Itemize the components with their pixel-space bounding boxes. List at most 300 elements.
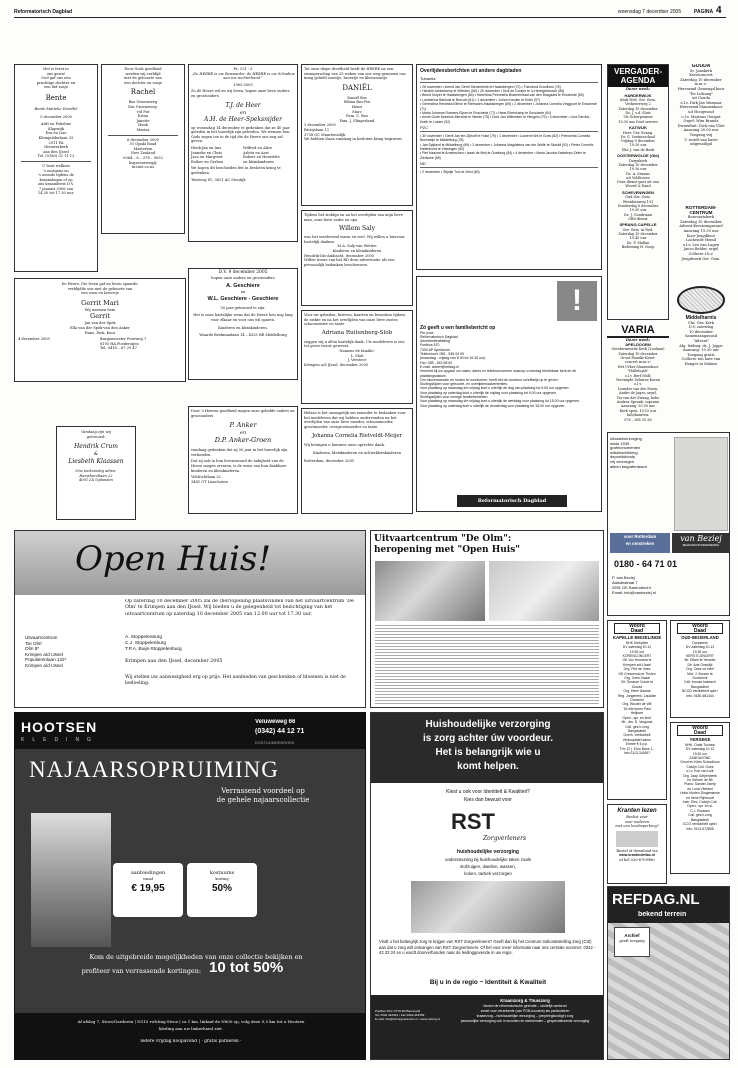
hootsen-badge1: aanbiedingen [130, 870, 166, 876]
hootsen-brand: HOOTSEN [21, 719, 98, 735]
yerseke-line-10: en Lona Vlieland [687, 786, 713, 791]
daniel-family-2: Henri [351, 104, 363, 109]
middelharnis-line-9: Honger in Malawi [684, 361, 718, 366]
woord-daad-oud-beijerland [670, 620, 730, 718]
header-page-number: 4 [716, 6, 722, 16]
geschiere-name2: W.L. Geschiere - Geschiere [207, 295, 279, 302]
daniel-family-5: Fam. C. Bos [346, 114, 368, 119]
yerseke-line-18: ICCO verdubbelt opbr.! [682, 822, 718, 827]
family-notice-line-23: Voor plaatsing op zaterdag kunt u uiterlijk de donderdag voor plaatsing tot 15.00 uur opgeven. [420, 403, 566, 408]
middelharnis-line-6: Aanvang: 19.30 uur [683, 348, 719, 353]
kapelle-line-25: Info 0113-342697 [623, 750, 651, 755]
varia-title: VARIA [607, 324, 669, 338]
kapelle-title: KAPELLE-BIEZELINGE [612, 635, 662, 641]
varia-line-10: Andre de Jager, orgel, [619, 391, 657, 396]
header-date: woensdag 7 december 2005 [618, 9, 682, 15]
anniversary-ad-de-heer [188, 64, 298, 242]
middelharnis-title: Middelharnis [685, 315, 717, 321]
bente-line-2: God gaf ons een [41, 76, 71, 81]
adriana-sign-0: Namens de familie: [339, 348, 375, 353]
hootsen-badge2-pct: 50% [211, 882, 232, 894]
saly-name: Willem Saly [339, 225, 375, 233]
digest-source-1: Tubantia [420, 77, 598, 83]
oudbeijerland-line-6: Org. Cees vd Heel [686, 667, 714, 672]
agenda-item-line-1-2: Vrijdag 9 december [621, 139, 655, 144]
adriana-intro: Voor uw gebeden, brieven, kaarten en bezoeken tijdens de ziekte en na het overlijden van onze lieve zuster, schoonzuster en tante [304, 313, 406, 327]
kranten-url[interactable]: www.krantindetlas.nl [619, 853, 655, 858]
olm-article-text [375, 625, 599, 705]
agenda-item-line-2-1: Zaterdag 10 december [618, 162, 658, 167]
varia-line-5: "Hallelujah" [627, 369, 649, 374]
crum-foot-2: 4001 LX Oplanden [79, 478, 113, 483]
beziej-line-10: alleen begrafenissen [610, 463, 647, 469]
agenda-item-line-2-6: Woord & Daad [625, 184, 651, 189]
birth-ad-bente [14, 64, 98, 272]
kapelle-line-19: Coll. gez.h.zorg [625, 724, 649, 729]
rst-h1: Huishoudelijke verzorging [425, 719, 551, 730]
rst-body: Vindt u het belangrijk zorg te krijgen van RST Zorgverleners? Geeft dan bij het Centrum Indicatiestelling Zorg (CIZ) aan dat u zorg wilt ontvangen van RST Zorgverleners. Of bel voor meer informatie naar ons centrale nummer: 0342 - 42 23 24 en u wordt doorverbonden naar de leidinggevende in uw regio. [379, 939, 596, 956]
oudbeijerland-line-3: KERSTCONCERT [685, 654, 714, 658]
heer-kid-right-3: en kleinkinderen [243, 159, 274, 164]
crum-line-1: getrouwd: [86, 434, 106, 439]
rachel-foot-1: 31 Opaki Road [129, 142, 157, 147]
van-beziej-ad [607, 432, 730, 616]
heer-intro: Zo de Heere wil en wij leven, hopen onze lieve ouders en grootouders [191, 89, 290, 98]
refdag-title[interactable]: REFDAG.NL [612, 891, 700, 908]
kapelle-line-0: NHK Kerkplein [625, 640, 649, 645]
digest-source-3: ND [420, 162, 598, 168]
rst-tag3: stofzuigen, dweilen, wassen, [460, 864, 516, 869]
anker-name2: D.P. Anker-Groen [214, 436, 272, 445]
rachel-parent-3: Erina [138, 114, 148, 119]
heer-body: op woensdag 14 december te gedenken dat ze 40 jaar geleden in het huwelijk zijn getreden. We wensen hen Gods zegen toe in de tijd die de Heere ons nog zal geven. [191, 125, 290, 144]
rietveldt-body: Wij betuigen u hiermee onze oprechte dank. [304, 443, 385, 448]
yerseke-line-9: Piano: Sander Zweip [684, 782, 716, 787]
rst-tag2: ondersteuning bij huishoudelijke taken zoals [445, 857, 531, 862]
gouda-line-6: uit Gouda [692, 96, 710, 101]
woord-daad-logo: Woord Daad [614, 623, 660, 634]
agenda-title-2: AGENDA [620, 76, 656, 85]
olm-interior-photo [489, 561, 599, 621]
mari-line-0: De Heere, Die leven gaf en leven spaarde, [61, 282, 139, 286]
varia-line-15: Info/kaarten: [626, 413, 650, 418]
digest-pzc-2: • Piet Haazart te Arnemuiden • Izaak de Meij te Oostburg (84) • 4 december • Maria Jacoba Kasteleyn-Zeiler te Zierikzee (89) [420, 151, 586, 160]
agenda-item-line-2-0: Dorpskerk [628, 158, 648, 163]
gouda-line-0: St. Janskerk [689, 68, 713, 73]
gouda-line-9: uit Hoogwoud [688, 109, 714, 114]
oudbeijerland-line-9: Cell: broose bakesch [684, 680, 716, 685]
agenda-item-line-3-1: Westduinweg 191 [622, 199, 654, 204]
agenda-item-heading-1: KATWIJK [629, 124, 647, 130]
adriana-body: zeggen wij u allen hartelijk dank. Uw medeleven is ons tot grote troost geweest. [304, 339, 405, 349]
kapelle-line-22: Verkooptafel aanw. [622, 737, 652, 742]
agenda-item-line-3-3: 19.30 uur [629, 208, 647, 213]
kapelle-line-10: Gouda [631, 684, 643, 689]
hootsen-headline: NAJAARSOPRUIMING [29, 757, 279, 782]
open-huis-left-7: Krimpen a/d IJssel [25, 662, 63, 668]
rst-photo [411, 881, 565, 933]
rst-foot-title: Kraamzorg & Thuiszorg [500, 999, 550, 1003]
kranten-sub2: voor ouderen [624, 819, 650, 824]
woord-daad-logo: Woord Daad [677, 623, 723, 634]
refdag-sub: bekend terrein [638, 911, 687, 918]
gouda-line-2: Zaterdag 10 december [680, 77, 722, 82]
adriana-name: Adriana Ruitenberg-Slob [321, 329, 393, 336]
rst-h3: Het is belangrijk wie u [435, 747, 541, 758]
olm-building-photo [375, 561, 485, 621]
paper-name: Reformatorisch Dagblad [14, 9, 73, 15]
yerseke-line-0: NHK, Oude Toonzal [685, 742, 715, 747]
beziej-photo [674, 437, 728, 531]
kranten-sub3: met een leesbeperking? [615, 824, 659, 829]
family-notice-line-22: Voor plaatsing op maandag t/m vrijdag kunt u uiterlijk de werkdag voor plaatsing tot 15.00 uur opgeven. [420, 399, 580, 404]
bente-foot-5: 7 januari 2006 van [38, 186, 74, 191]
yerseke-line-16: Coll. gez.h.zorg [688, 813, 712, 818]
agenda-item-line-4-2: 19.45 uur [629, 236, 647, 241]
varia-line-2: Groot Familie-Kerst- [620, 356, 656, 360]
heer-kid-right-1: Arleta en Aart [243, 150, 269, 155]
family-notice-title: Zó geeft u een familiebericht op [420, 325, 496, 331]
birth-ad-rachel [101, 64, 185, 234]
thanks-ad-rietveldt [301, 408, 413, 514]
bente-parent-6: aan den IJssel [43, 149, 69, 154]
varia-line-1: Zaterdag 10 december [618, 351, 658, 356]
beziej-address-2: 2991 GK Barendrecht [612, 585, 651, 590]
agenda-item-line-3-5: GBS-dienst [628, 216, 648, 221]
heer-kid-right-0: Wilfred en Alice [243, 145, 273, 150]
mari-address-0: Burgemeester Foreweg 7 [100, 337, 147, 342]
rachel-parent-0: Bas Groeneweg [128, 100, 158, 105]
concert-gouda [672, 64, 730, 204]
family-notice-line-21: Sluitingstijden voor overige familieberichten: [420, 395, 489, 400]
daniel-family-1: Wilma Bos-Pos [343, 100, 371, 105]
gouda-line-10: o.l.v. Marinus Gerjaat [681, 114, 721, 119]
kapelle-line-15: 'Dr.olle koren Paul [623, 706, 651, 711]
kapelle-line-16: Heijboer [630, 711, 644, 716]
bente-fullname: Bente Marieke Dorothé [34, 106, 78, 111]
kapelle-line-14: Org. Wouter de Wit [622, 702, 652, 707]
middelharnis-line-2: 10 december [689, 329, 713, 334]
kapelle-line-2: 19.30 uur [629, 649, 645, 654]
open-huis-intro: Op zaterdag 10 december 2005 zal de (her)opening plaatsvinden van het uitvaartcentrum 'De Olm' te Krimpen aan den IJssel. Wij bieden u de gelegenheid tot bezichtiging van het uitvaartcentrum op zaterdag 10 december 2005 van 12.00 uur tot 17.30 uur. [125, 599, 354, 617]
rotterdam-line-2: Advent-Kerstzangavond [679, 224, 723, 229]
geschiere-kids: Kinderen en kleinkinderen. [218, 325, 268, 330]
rst-logo: RST [451, 809, 495, 834]
adriana-sign-2: J. Versteer [347, 358, 367, 363]
hootsen-tag: KOSTUUMKENROEK [255, 740, 295, 745]
rotterdam-line-5: Lachende Hemd [686, 238, 716, 243]
gouda-line-15: U wordt van harte [684, 137, 718, 142]
thanks-ad-adriana [301, 310, 413, 404]
mari-address-2: Tel. 0418 – 67 29 47 [100, 346, 137, 351]
rachel-foot-6: in2net.co.nz [131, 165, 155, 170]
varia-line-8: o.l.v. [634, 382, 642, 387]
open-huis-left-4: Krimpen a/d IJssel [25, 651, 63, 657]
kapelle-line-9: GK Sonsum Corde te [620, 680, 654, 685]
rachel-foot-3: New Zealand [130, 151, 156, 156]
saly-intro: Tijdens het ziektijn en na het overlijden van mijn lieve man, onze lieve vader en opa [304, 213, 403, 222]
bente-parent-1: Klapwijk [48, 126, 64, 131]
mari-parent-2: Hans, Dirk, Koos [84, 330, 116, 335]
middelharnis-line-0: Chr. Ger. Kerk [688, 320, 714, 325]
agenda-item-line-2-2: 19.30 uur [629, 167, 647, 172]
varia-line-4: Het Urker Mannenkoor [617, 364, 659, 369]
rachel-name: Rachel [130, 88, 156, 97]
crum-name2: Liesbeth Klaassen [68, 458, 124, 466]
bente-foot-6: 14.30 tot 17.30 uur. [37, 191, 75, 196]
bente-line-0: Het is feest in [43, 67, 69, 71]
kranten-sub1: Beslist voor [626, 815, 648, 819]
beziej-address-0: P. van Beziej [612, 575, 635, 580]
varia-line-11: Yia van der Zwaag, hobo [616, 395, 660, 400]
beziej-line-0: uitvaartverzorging [610, 437, 642, 441]
digest-tubantia-3: • Lambertus Bakhuis te Borculo (81) • 1 december • Johan Kreulen te Enter (57) [420, 97, 541, 102]
yerseke-line-2: 19.30 uur [692, 751, 708, 756]
open-huis-left-3: Olm 8* [25, 646, 40, 652]
rachel-foot-0: 6 december 2005 [127, 137, 159, 142]
heer-kid-left-2: Jaco en Margreet [191, 155, 223, 160]
agenda-item-line-2-5: Deze dienst gaat uit van [617, 180, 659, 185]
digest-tubantia-5: • Maria Johanna Roevers-Eijsen te Enschede (77) • Hans Eltrenkamp te Enschede (60) [420, 111, 552, 116]
rst-logo-sub: Zorgverleners [483, 835, 527, 842]
rst-foot-address-2: E-mail: info@rstzorgverleners.nl • www.rstzorg.nl [375, 1017, 440, 1021]
rd-logo: Reformatorisch Dagblad [457, 495, 567, 507]
saly-sign-1: Kinderen en kleinkinderen [332, 248, 382, 253]
kapelle-line-24: T/m 12 j. Euro Bans 1,- [619, 746, 655, 751]
birth-ad-gerrit-mari [14, 278, 186, 382]
oudbeijerland-line-2: 19.30 uur [692, 649, 708, 654]
geschiere-address: Waarde Beekmanlaan 14 – 4335 BR Middelburg [199, 333, 287, 338]
gouda-line-3: m.m.v.: [694, 82, 708, 87]
refdag-archive-sub: geeft toegang [619, 938, 645, 943]
family-notice-line-2: Advertentieafdeling [420, 339, 450, 344]
olm-article-ad [370, 530, 604, 708]
heer-name2: A.H. de Heer-Speksnijder [204, 115, 282, 123]
varia-line-12: Andrea Spronk, sopraan [617, 400, 659, 405]
mari-date: 4 december 2005 [18, 337, 50, 342]
varia-place: APELDOORN [625, 341, 651, 347]
hootsen-bottom-2: profiteer van verrassende kortingen: [81, 967, 201, 975]
agenda-item-line-1-0: Herv. Ger. Evang. [622, 130, 654, 135]
varia-line-13: Aanvang: 20.00 uur [621, 404, 655, 409]
rietveldt-name: Johanna Cornelia Rietveldt-Meijer [312, 433, 402, 440]
mari-sub: Wij noemen hem [84, 307, 116, 312]
bente-parent-7: Tel. (0180) 32 11 12 [37, 154, 75, 159]
varia-line-16: 078 – 681 55 60 [624, 417, 652, 422]
rachel-line-3: een dochter en zusje [124, 80, 162, 85]
bente-parent-5: Nieuwerkerk [44, 145, 68, 150]
rotterdam-line-3: Aanvang 19.30 uur [683, 228, 719, 233]
bente-parent-2: Eva en Lise [45, 131, 67, 136]
rst-h4: komt helpen. [457, 761, 519, 772]
kapelle-line-12: Reg. Jongerenk. Laudate [617, 693, 657, 698]
family-notice-line-17: Sluitingstijden voor geboorte- en overlijdensadvertenties: [420, 382, 508, 387]
beziej-line-9: vrij verzorgen [610, 458, 635, 464]
kapelle-line-1: DV zaterdag 10-12 [622, 645, 652, 650]
geschiere-years: 50 jaar getrouwd te zijn. [220, 305, 266, 310]
rst-foot-line-0: binnen de reformatorische gezindte – landelijk werkend [483, 1003, 567, 1008]
daniel-intro: Tot onze diepe droefheid heeft de HEERE na een zwangerschap van 25 weken van ons weg-genomen ons innig geliefd zoontje, broertje en kleinzoontje [304, 67, 406, 81]
heer-en: en [239, 109, 247, 116]
meeting-agenda [607, 64, 669, 320]
agenda-item-line-0-5: 10.30 uur Doel servers [618, 119, 658, 124]
agenda-item-line-0-2: Zaterdag 10 december [618, 106, 658, 111]
mari-address-1: 8105 HA Poederoijen [100, 341, 139, 346]
wedding-ad-crum [56, 426, 136, 520]
death-ad-daniel [301, 64, 413, 206]
mari-line-2: een zoon en broertje [81, 291, 119, 296]
gouda-line-4: Hervormd Gemengd koor [677, 86, 725, 91]
open-huis-family-1: C.J. Stoppelenburg [125, 641, 167, 646]
beziej-line-1: sinds 1935 [610, 440, 630, 446]
rst-foot-address-1: Tel. 0342 422324 • Fax 0342-423159 [375, 1013, 425, 1017]
heer-kid-left-0: Henk-Jan en Ans [191, 145, 222, 150]
middelharnis-line-5: Alg. leiding: ds. J. Joppe [679, 343, 723, 348]
digest-pzc-0: • 30 november • Gerrit Jan ten Zijthoff te Hulst (79) • 1 december • Laurent Kint te Goes (82) • Petronella Cornelia Bommelje te Middelburg (78) [420, 133, 591, 143]
agenda-item-line-1-4: Dhr. J. van de Beek [621, 147, 655, 152]
agenda-item-line-0-4: Uit Scherpenisse [623, 115, 653, 120]
heer-quote: „De HEERE is uw Bewaarder, de HEERE is uw Schaduw aan uw rechterhand." [191, 71, 295, 81]
rotterdam-title-1: ROTTERDAM- [685, 206, 717, 210]
woord-daad-yerseke [670, 722, 730, 874]
kapelle-line-7: GK Crescendo te Tholen [618, 671, 656, 676]
geschiere-intro: D.V. 9 december 2005 [218, 270, 268, 275]
saly-sign-0: M.A. Saly-van Wetten [337, 244, 377, 249]
yerseke-line-19: Info: 0113-572805 [686, 826, 714, 831]
oudbeijerland-line-0: Dorpskerk [692, 640, 708, 645]
hootsen-bottom-big: 10 tot 50% [209, 959, 284, 976]
kapelle-line-6: Org. Piet de Vries [623, 667, 651, 672]
rachel-parent-5: Henk [138, 123, 148, 128]
open-huis-title: Open Huis! [75, 539, 271, 579]
anker-body: vandaag gedenken dat zij 50 jaar in het huwelijk zijn verbonden. [191, 448, 288, 457]
gouda-line-12: Dwarsfluit: Dick van Vliet [677, 123, 725, 128]
yerseke-line-17: Bangladesh [691, 817, 709, 822]
rachel-line-2: met de geboorte van [124, 76, 162, 81]
rachel-foot-4: 0064 – 6 – 378 – 9052 [123, 155, 163, 160]
header-page-label: PAGINA [694, 9, 714, 15]
hootsen-badge1-price: € 19,95 [131, 882, 165, 894]
thanks-ad-willem-saly [301, 210, 413, 306]
agenda-item-line-0-3: Ds. J. v.d. Sluis [625, 111, 651, 116]
rst-h2: is zorg achter úw voordeur. [422, 733, 554, 744]
mari-parent-1: Ella van der Spek-van den Anker [70, 325, 130, 330]
hootsen-ad [14, 712, 366, 1060]
refdag-ad [607, 886, 730, 1060]
agenda-item-line-1-3: 19.30 uur [629, 143, 647, 148]
yerseke-line-6: o.l.v. Kok van Luik [686, 769, 714, 774]
crum-foot-0: Ons toekomstig adres: [75, 469, 117, 474]
beziej-address-1: Aalsdestraat 7 [612, 580, 638, 585]
oudbeijerland-line-8: Dordrecht [692, 676, 708, 681]
kapelle-line-4: GK Vox Humana te [622, 658, 652, 663]
bente-line-1: ons gezin! [46, 71, 66, 76]
agenda-item-heading-0: HARDERWIJK [624, 92, 652, 98]
agenda-item-line-4-3: Ds. F. Mallan [626, 240, 650, 245]
yerseke-line-4: Groot en Klein Schoolkoor [680, 760, 720, 765]
kapelle-line-8: Org. Cees Zwaal [624, 676, 650, 681]
open-huis-left-6: Populierenlaan 122* [25, 657, 67, 663]
geschiere-name1: A. Geschiere [226, 283, 260, 290]
agenda-item-line-3-0: Oud Ger. Gem. [625, 195, 651, 200]
rachel-line-0: Door Gods goedheid [124, 67, 162, 71]
agenda-item-line-3-2: Donderdag 8 december [617, 203, 659, 208]
gouda-line-7: o.l.v. Dirk Jan Warnaar [680, 100, 722, 105]
hootsen-model-photo [31, 813, 111, 947]
oudbeijerland-line-12: Info: 0180-681444 [686, 693, 714, 698]
concert-middelharnis [672, 286, 730, 396]
bente-parent-4: 2911 PA [48, 140, 64, 145]
geschiere-sub: hopen onze ouders en grootouders [211, 275, 275, 280]
obituary-digest [416, 64, 602, 270]
rachel-line-1: werden wij verblijd [125, 71, 161, 76]
adriana-foot: Krimpen a/d IJssel, december 2005 [304, 362, 369, 367]
kapelle-line-17: Open., spr. en sluit. [622, 715, 652, 720]
hootsen-badge2: kostuums [209, 870, 235, 876]
oudbeijerland-line-10: Bangladesh [691, 684, 709, 689]
open-huis-ad [14, 530, 366, 708]
stephanos-logo [677, 286, 725, 314]
agenda-item-line-1-1: Dr. G. Voetiusschool [620, 134, 656, 139]
agenda-item-line-0-0: Kerk Ned. Ger. Gem. [620, 98, 656, 103]
oudbeijerland-line-4: Mr. Elfam te Yerseke [684, 658, 716, 663]
bente-foot-1: 's morgens en [43, 168, 69, 173]
beziej-phone: 0180 - 64 71 01 [614, 559, 678, 569]
woord-daad-kapelle [607, 620, 667, 800]
family-notice-info [416, 276, 602, 512]
crum-foot-1: Ramshorstlaan 22 [79, 473, 113, 478]
bente-foot-3: kraamdagen of op [39, 177, 73, 182]
anker-name1: P. Anker [229, 421, 257, 430]
anker-address-1: 3461 GT Linschoten [191, 479, 228, 484]
rst-tag1: huishoudelijke verzorging [457, 849, 519, 855]
agenda-item-line-0-1: Verkeersweg 2 [625, 102, 651, 107]
yerseke-line-8: en Gerben de Bk [687, 778, 713, 783]
gouda-line-14: Toegang vrij [689, 132, 713, 137]
anker-en: en [239, 430, 247, 437]
kapelle-line-13: Dominim [630, 698, 644, 703]
refdag-archive: Archief [624, 933, 640, 938]
agenda-title-1: VERGADER- [613, 67, 662, 76]
beziej-address-3: Email: info@vanbeziej.nl [612, 590, 656, 595]
concert-rotterdam [672, 206, 730, 282]
beziej-brand-sub: BEGRAFENISONDERNEMING [682, 544, 720, 547]
agenda-sub: Dezer week: [625, 87, 651, 91]
anniversary-ad-anker [188, 406, 298, 514]
oudbeijerland-line-1: DV zaterdag 10-12 [685, 645, 715, 650]
yerseke-line-13: Instr. Elec. Calvijn Coll. [682, 800, 718, 805]
daniel-foot-2: 3738 GC Maartensdijk [304, 132, 346, 137]
yerseke-title: YERSEKE [689, 737, 711, 743]
rachel-parent-4: Janette [136, 118, 150, 123]
hootsen-phone: (0342) 44 12 71 [255, 728, 305, 735]
varia-line-3: concert m.m.v.: [624, 360, 652, 365]
digest-source-2: PZC [420, 126, 598, 132]
varia-sub: Dezer week: [625, 338, 651, 342]
rst-slogan: Bij u in de regio ~ Identiteit & Kwaliteit [429, 979, 547, 986]
hootsen-sub: KLEDING [21, 737, 99, 743]
agenda-item-line-2-3: Ds. A. Simons [626, 171, 650, 176]
mari-name1: Gerrit Mari [81, 298, 119, 307]
rotterdam-line-0: Bosvoortskerk [687, 215, 715, 220]
mari-name2: Gerrit [90, 312, 110, 321]
woord-daad-logo: Woord Daad [677, 725, 723, 736]
rst-foot-line-3: persoonlijke verzorging ook in avonden en weekeinden – gespecialiseerde verzorging [460, 1018, 590, 1023]
yerseke-line-1: DV zaterdag 10-12 [685, 747, 715, 752]
adriana-sign-1: L. Slob [350, 353, 364, 358]
digest-tubantia-6: • Annie Oude Munnink-Mensink te Neede (75) • Dork Jan Willemsen te Hengelo (79) • 3 december • Lina Gerrink-Horth te Losser (92) [420, 115, 591, 124]
yerseke-line-7: Org. Jaap Geijtenbeek [683, 773, 717, 778]
